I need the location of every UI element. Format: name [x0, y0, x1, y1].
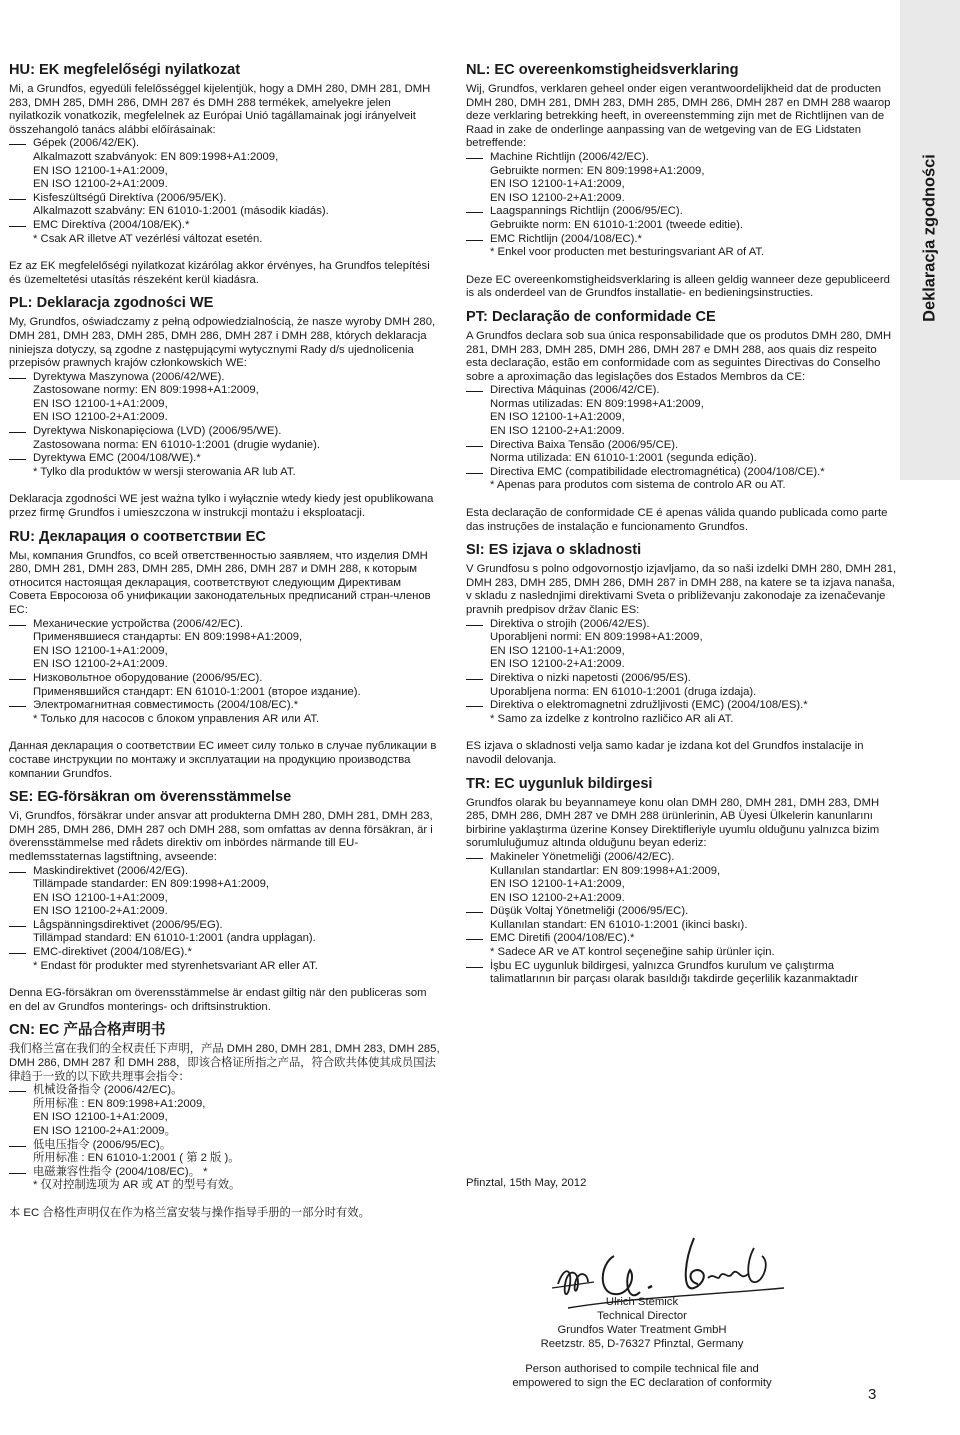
- directive-detail: Alkalmazott szabvány: EN 61010-1:2001 (második kiadás).: [33, 205, 329, 218]
- dash-icon: [9, 919, 33, 933]
- section-title: SI: ES izjava o skladnosti: [466, 542, 642, 559]
- section-title: NL: EC overeenkomstigheidsverklaring: [466, 62, 739, 78]
- directive-item: [9, 1166, 441, 1180]
- directive-detail: EN ISO 12100-2+A1:2009.: [33, 411, 168, 424]
- section-intro: 我们格兰富在我们的全权责任下声明，产品 DMH 280, DMH 281, DMH 283, DMH 285, DMH 286, DMH 287 和 DMH 288，即该合格证所指之产品，符合欧共体使其成员国法律趋于一致的以下欧共理事会指令：: [9, 1043, 440, 1083]
- dash-icon: [9, 699, 33, 713]
- place-date: Pfinztal, 15th May, 2012: [466, 1177, 587, 1189]
- section-intro: Wij, Grundfos, verklaren geheel onder eigen verantwoordelijkheid dat de producten DMH 280, DMH 281, DMH 283, DMH 285, DMH 286, DMH 287 en DMH 288 waarop deze verklaring betrekking heeft, in overeenstemming zijn met de Richtlijnen van de Raad in zake de onderlinge aanpassing van de wetgeving van de EG Lidstaten betreffende:: [466, 83, 891, 150]
- directive-item: [466, 233, 898, 247]
- directive-detail: EN ISO 12100-2+A1:2009.: [490, 658, 625, 671]
- directive-detail: * Enkel voor producten met besturingsvariant AR of AT.: [490, 246, 765, 259]
- directive-title: Direktiva o strojih (2006/42/ES).: [490, 617, 650, 630]
- dash-icon: [9, 865, 33, 879]
- directive-detail: Tillämpade standarder: EN 809:1998+A1:2009,: [33, 878, 270, 891]
- authorisation-line: empowered to sign the EC declaration of conformity: [512, 1377, 772, 1389]
- directive-item: [9, 865, 441, 879]
- directive-detail: Norma utilizada: EN 61010-1:2001 (segunda edição).: [490, 452, 757, 465]
- directive-item: [466, 618, 898, 632]
- section-intro: Vi, Grundfos, försäkrar under ansvar att produkterna DMH 280, DMH 281, DMH 283, DMH 285, DMH 286, DMH 287 och DMH 288, som omfattas av denna försäkran, är i överensstämmelse med rådets direktiv om inbördes närmande till EU-medlemsstaternas lagstiftning, avseende:: [9, 810, 433, 863]
- section-closing: ES izjava o skladnosti velja samo kadar je izdana kot del Grundfos instalacije in navodil delovanja.: [466, 740, 864, 766]
- directive-detail: * Endast för produkter med styrenhetsvariant AR eller AT.: [33, 959, 318, 972]
- directive-detail: * Samo za izdelke z kontrolno različico AR ali AT.: [490, 712, 734, 725]
- directive-title: Maskindirektivet (2006/42/EG).: [33, 864, 189, 877]
- directive-item: [9, 672, 441, 686]
- directive-detail: EN ISO 12100-1+A1:2009,: [490, 644, 625, 657]
- directive-item: [466, 932, 898, 946]
- directive-detail: EN ISO 12100-2+A1:2009.: [490, 425, 625, 438]
- directive-title: 电磁兼容性指令 (2004/108/EC)。 *: [33, 1165, 208, 1178]
- directive-item: [9, 699, 441, 713]
- directive-item: [9, 946, 441, 960]
- section-intro: Мы, компания Grundfos, со всей ответственностью заявляем, что изделия DMH 280, DMH 281, DMH 283, DMH 285, DMH 286, DMH 287 и DMH 288, к которым относится настоящая декларация, соответствуют следующим Директивам Совета Евросоюза об унификации законодательных предписаний стран-членов ЕС:: [9, 549, 431, 616]
- section-intro: Grundfos olarak bu beyannameye konu olan DMH 280, DMH 281, DMH 283, DMH 285, DMH 286, DMH 287 ve DMH 288 ürünlerinin, AB Üyesi Ülkelerin kanunlarını birbirine yaklaştırma üzerine Konsey Direktifleriyle uyumlu olduğunu yalnızca bizim sorumluluğumuz altında olduğunu beyan ederiz:: [466, 796, 880, 850]
- directive-item: [9, 137, 441, 151]
- directive-title: Directiva Máquinas (2006/42/CE).: [490, 384, 660, 397]
- directive-title: Электромагнитная совместимость (2004/108/EC).*: [33, 699, 299, 712]
- directive-detail: * Tylko dla produktów w wersji sterowania AR lub AT.: [33, 465, 296, 478]
- section-si: [466, 542, 898, 767]
- directive-detail: Gebruikte norm: EN 61010-1:2001 (tweede editie).: [490, 218, 744, 231]
- directive-detail: Kullanılan standartlar: EN 809:1998+A1:2009,: [490, 864, 721, 877]
- directive-title: İşbu EC uygunluk bildirgesi, yalnızca Grundfos kurulum ve çalıştırma talimatlarının bir parçası olarak basıldığı takdirde geçerlilik kazanmaktadır: [490, 959, 858, 986]
- directive-title: 机械设备指令 (2006/42/EC)。: [33, 1084, 183, 1097]
- signature-block: [466, 1176, 898, 1389]
- dash-icon: [466, 699, 490, 713]
- directive-title: Directiva EMC (compatibilidade electromagnética) (2004/108/CE).*: [490, 465, 825, 478]
- directive-detail: EN ISO 12100-2+A1:2009。: [33, 1125, 176, 1137]
- authorisation-line: Person authorised to compile technical file and: [525, 1363, 759, 1375]
- dash-icon: [466, 205, 490, 219]
- dash-icon: [9, 371, 33, 385]
- directive-detail: Zastosowane normy: EN 809:1998+A1:2009,: [33, 384, 259, 397]
- directive-item: [9, 371, 441, 385]
- section-closing: Denna EG-försäkran om överensstämmelse är endast giltig när den publiceras som en del av Grundfos monterings- och driftsinstruktion.: [9, 987, 427, 1013]
- directive-title: Machine Richtlijn (2006/42/EC).: [490, 150, 649, 163]
- section-closing: Deklaracja zgodności WE jest ważna tylko i wyłącznie wtedy kiedy jest opublikowana przez firmę Grundfos i umieszczona w instrukcji montażu i eksploatacji.: [9, 493, 434, 520]
- directive-title: Laagspannings Richtlijn (2006/95/EC).: [490, 205, 683, 218]
- right-column: [466, 62, 898, 995]
- directive-detail: EN ISO 12100-2+A1:2009.: [33, 905, 168, 918]
- dash-icon: [466, 439, 490, 453]
- directive-detail: EN ISO 12100-2+A1:2009.: [490, 891, 625, 904]
- side-tab-label: Deklaracja zgodności: [920, 154, 939, 322]
- directive-detail: EN ISO 12100-1+A1:2009,: [33, 397, 168, 410]
- directive-detail: EN ISO 12100-2+A1:2009.: [490, 191, 625, 204]
- directive-title: Механические устройства (2006/42/EC).: [33, 617, 244, 630]
- left-column: [9, 62, 441, 1229]
- directive-title: Низковольтное оборудование (2006/95/EC).: [33, 671, 263, 684]
- dash-icon: [466, 151, 490, 165]
- section-nl: [466, 62, 898, 301]
- section-title: PT: Declaração de conformidade CE: [466, 308, 716, 325]
- directive-title: Gépek (2006/42/EK).: [33, 137, 140, 150]
- directive-item: [466, 905, 898, 919]
- directive-item: [9, 1084, 441, 1098]
- directive-detail: EN ISO 12100-2+A1:2009.: [33, 658, 168, 671]
- directive-item: [9, 425, 441, 439]
- directive-detail: Uporabljeni normi: EN 809:1998+A1:2009,: [490, 631, 703, 644]
- directive-detail: * Apenas para produtos com sistema de controlo AR ou AT.: [490, 479, 786, 492]
- section-title: SE: EG-försäkran om överensstämmelse: [9, 789, 292, 806]
- directive-detail: Uporabljena norma: EN 61010-1:2001 (druga izdaja).: [490, 685, 757, 698]
- dash-icon: [466, 466, 490, 480]
- section-cn: [9, 1022, 441, 1220]
- signer-name: Ulrich Stemick: [605, 1296, 679, 1308]
- directive-title: EMC Richtlijn (2004/108/EC).*: [490, 232, 642, 245]
- section-tr: [466, 776, 898, 987]
- dash-icon: [9, 452, 33, 466]
- directive-detail: Tillämpad standard: EN 61010-1:2001 (andra upplagan).: [33, 932, 316, 945]
- directive-detail: Alkalmazott szabványok: EN 809:1998+A1:2009,: [33, 150, 279, 163]
- directive-title: Dyrektywa Niskonapięciowa (LVD) (2006/95/WE).: [33, 425, 282, 438]
- directive-title: 低电压指令 (2006/95/EC)。: [33, 1138, 172, 1151]
- authorisation-note: [466, 1362, 818, 1390]
- directive-detail: * Только для насосов с блоком управления AR или AT.: [33, 712, 320, 725]
- signer-details: [466, 1295, 818, 1351]
- directive-detail: EN ISO 12100-1+A1:2009,: [490, 178, 625, 191]
- dash-icon: [466, 384, 490, 398]
- section-title: PL: Deklaracja zgodności WE: [9, 295, 214, 312]
- directive-item: [466, 466, 898, 480]
- dash-icon: [9, 1166, 33, 1180]
- directive-item: [466, 851, 898, 865]
- directive-item: [466, 672, 898, 686]
- directive-detail: Применявшиеся стандарты: EN 809:1998+A1:2009,: [33, 631, 303, 644]
- directive-title: EMC Diretifi (2004/108/EC).*: [490, 932, 635, 945]
- section-intro: My, Grundfos, oświadczamy z pełną odpowiedzialnością, że nasze wyroby DMH 280, DMH 281, DMH 283, DMH 285, DMH 286, DMH 287 i DMH 288, których deklaracja niniejsza dotyczy, są zgodne z następującymi wytycznymi Rady d/s ujednolicenia przepisów prawnych krajów członkowskich WE:: [9, 316, 436, 370]
- dash-icon: [9, 137, 33, 151]
- section-closing: Ez az EK megfelelőségi nyilatkozat kizárólag akkor érvényes, ha Grundfos telepítési és üzemeltetési utasítás részeként kerül kiadásra.: [9, 260, 430, 286]
- directive-detail: Zastosowana norma: EN 61010-1:2001 (drugie wydanie).: [33, 438, 320, 451]
- directive-title: Lågspänningsdirektivet (2006/95/EG).: [33, 918, 223, 931]
- directive-detail: 所用标准 : EN 61010-1:2001 ( 第 2 版 )。: [33, 1152, 240, 1165]
- dash-icon: [466, 851, 490, 865]
- section-ru: [9, 529, 441, 782]
- directive-detail: EN ISO 12100-1+A1:2009,: [490, 411, 625, 424]
- directive-title: Directiva Baixa Tensão (2006/95/CE).: [490, 438, 679, 451]
- directive-detail: EN ISO 12100-1+A1:2009,: [33, 1111, 168, 1124]
- dash-icon: [9, 1084, 33, 1098]
- directive-item: [466, 205, 898, 219]
- directive-detail: Gebruikte normen: EN 809:1998+A1:2009,: [490, 164, 705, 177]
- page-number: 3: [868, 1386, 877, 1403]
- directive-detail: * 仅对控制选项为 AR 或 AT 的型号有效。: [33, 1179, 241, 1192]
- dash-icon: [9, 192, 33, 206]
- section-closing: Esta declaração de conformidade CE é apenas válida quando publicada como parte das instruções de instalação e funcionamento Grundfos.: [466, 507, 888, 533]
- dash-icon: [9, 219, 33, 233]
- directive-item: [9, 1139, 441, 1153]
- signer-address: Reetzstr. 85, D-76327 Pfinztal, Germany: [540, 1338, 744, 1350]
- dash-icon: [9, 672, 33, 686]
- directive-title: Direktiva o nizki napetosti (2006/95/ES).: [490, 671, 691, 684]
- directive-detail: * Sadece AR ve AT kontrol seçeneğine sahip ürünler için.: [490, 946, 775, 959]
- directive-item: [466, 151, 898, 165]
- directive-detail: * Csak AR illetve AT vezérlési változat esetén.: [33, 232, 263, 245]
- section-hu: [9, 62, 441, 287]
- signer-position: Technical Director: [597, 1310, 687, 1322]
- directive-title: Dyrektywa EMC (2004/108/WE).*: [33, 452, 201, 465]
- section-closing: Deze EC overeenkomstigheidsverklaring is alleen geldig wanneer deze gepubliceerd is als onderdeel van de Grundfos installatie- en bedieningsinstructies.: [466, 273, 890, 300]
- section-title: RU: Декларация о соответствии EC: [9, 528, 266, 545]
- dash-icon: [466, 618, 490, 632]
- directive-detail: Применявшийся стандарт: EN 61010-1:2001 (второе издание).: [33, 685, 361, 698]
- section-closing: Данная декларация о соответствии EC имеет силу только в случае публикации в составе инструкции по монтажу и эксплуатации на продукцию производства компании Grundfos.: [9, 740, 437, 780]
- section-pl: [9, 295, 441, 520]
- directive-title: EMC-direktivet (2004/108/EG).*: [33, 946, 192, 959]
- section-title: HU: EK megfelelőségi nyilatkozat: [9, 62, 241, 78]
- directive-detail: Kullanılan standart: EN 61010-1:2001 (ikinci baskı).: [490, 918, 748, 931]
- directive-item: [466, 699, 898, 713]
- dash-icon: [9, 946, 33, 960]
- directive-item: [9, 919, 441, 933]
- directive-title: Direktiva o elektromagnetni združljivosti (EMC) (2004/108/ES).*: [490, 699, 808, 712]
- directive-detail: EN ISO 12100-1+A1:2009,: [490, 878, 625, 891]
- dash-icon: [9, 425, 33, 439]
- dash-icon: [9, 1139, 33, 1153]
- directive-item: [466, 960, 898, 987]
- dash-icon: [466, 960, 490, 987]
- dash-icon: [466, 672, 490, 686]
- section-title: TR: EC uygunluk bildirgesi: [466, 775, 653, 792]
- directive-item: [9, 219, 441, 233]
- directive-title: EMC Direktíva (2004/108/EK).*: [33, 218, 190, 231]
- directive-title: Makineler Yönetmeliği (2006/42/EC).: [490, 850, 675, 863]
- directive-detail: Normas utilizadas: EN 809:1998+A1:2009,: [490, 397, 704, 410]
- dash-icon: [9, 618, 33, 632]
- section-intro: Mi, a Grundfos, egyedüli felelősséggel kijelentjük, hogy a DMH 280, DMH 281, DMH 283, DMH 285, DMH 286, DMH 287 és DMH 288 termékek, amelyekre jelen nyilatkozik vonatkozik, megfelelnek az Európai Unió tagállamainak jogi irányelveit összehangoló tanács alábbi előírásainak:: [9, 83, 431, 136]
- section-intro: V Grundfosu s polno odgovornostjo izjavljamo, da so naši izdelki DMH 280, DMH 281, DMH 283, DMH 285, DMH 286, DMH 287 in DMH 288, na katere se ta izjava nanaša, v skladu z naslednjimi direktivami Sveta o približevanju zakonodaje za izenačevanje pravnih predpisov držav članic ES:: [466, 563, 897, 616]
- directive-detail: EN ISO 12100-1+A1:2009,: [33, 164, 168, 177]
- dash-icon: [466, 932, 490, 946]
- directive-title: Dyrektywa Maszynowa (2006/42/WE).: [33, 370, 225, 383]
- directive-detail: EN ISO 12100-2+A1:2009.: [33, 178, 168, 191]
- section-pt: [466, 309, 898, 534]
- dash-icon: [466, 233, 490, 247]
- directive-item: [466, 439, 898, 453]
- section-intro: A Grundfos declara sob sua única responsabilidade que os produtos DMH 280, DMH 281, DMH 283, DMH 285, DMH 286, DMH 287 e DMH 288, aos quais diz respeito esta declaração, estão em conformidade com as seguintes Directivas do Conselho sobre a aproximação das legislações dos Estados Membros da CE:: [466, 329, 892, 383]
- directive-detail: 所用标准 : EN 809:1998+A1:2009,: [33, 1097, 206, 1110]
- signer-company: Grundfos Water Treatment GmbH: [557, 1324, 727, 1336]
- directive-item: [9, 452, 441, 466]
- directive-detail: EN ISO 12100-1+A1:2009,: [33, 891, 168, 904]
- dash-icon: [466, 905, 490, 919]
- section-title: CN: EC 产品合格声明书: [9, 1022, 166, 1039]
- directive-title: Düşük Voltaj Yönetmeliği (2006/95/EC).: [490, 905, 689, 918]
- directive-item: [9, 618, 441, 632]
- directive-title: Kisfeszültségű Direktíva (2006/95/EK).: [33, 191, 227, 204]
- directive-item: [466, 384, 898, 398]
- section-closing: 本 EC 合格性声明仅在作为格兰富安装与操作指导手册的一部分时有效。: [9, 1206, 370, 1219]
- section-se: [9, 789, 441, 1014]
- directive-item: [9, 192, 441, 206]
- directive-detail: EN ISO 12100-1+A1:2009,: [33, 644, 168, 657]
